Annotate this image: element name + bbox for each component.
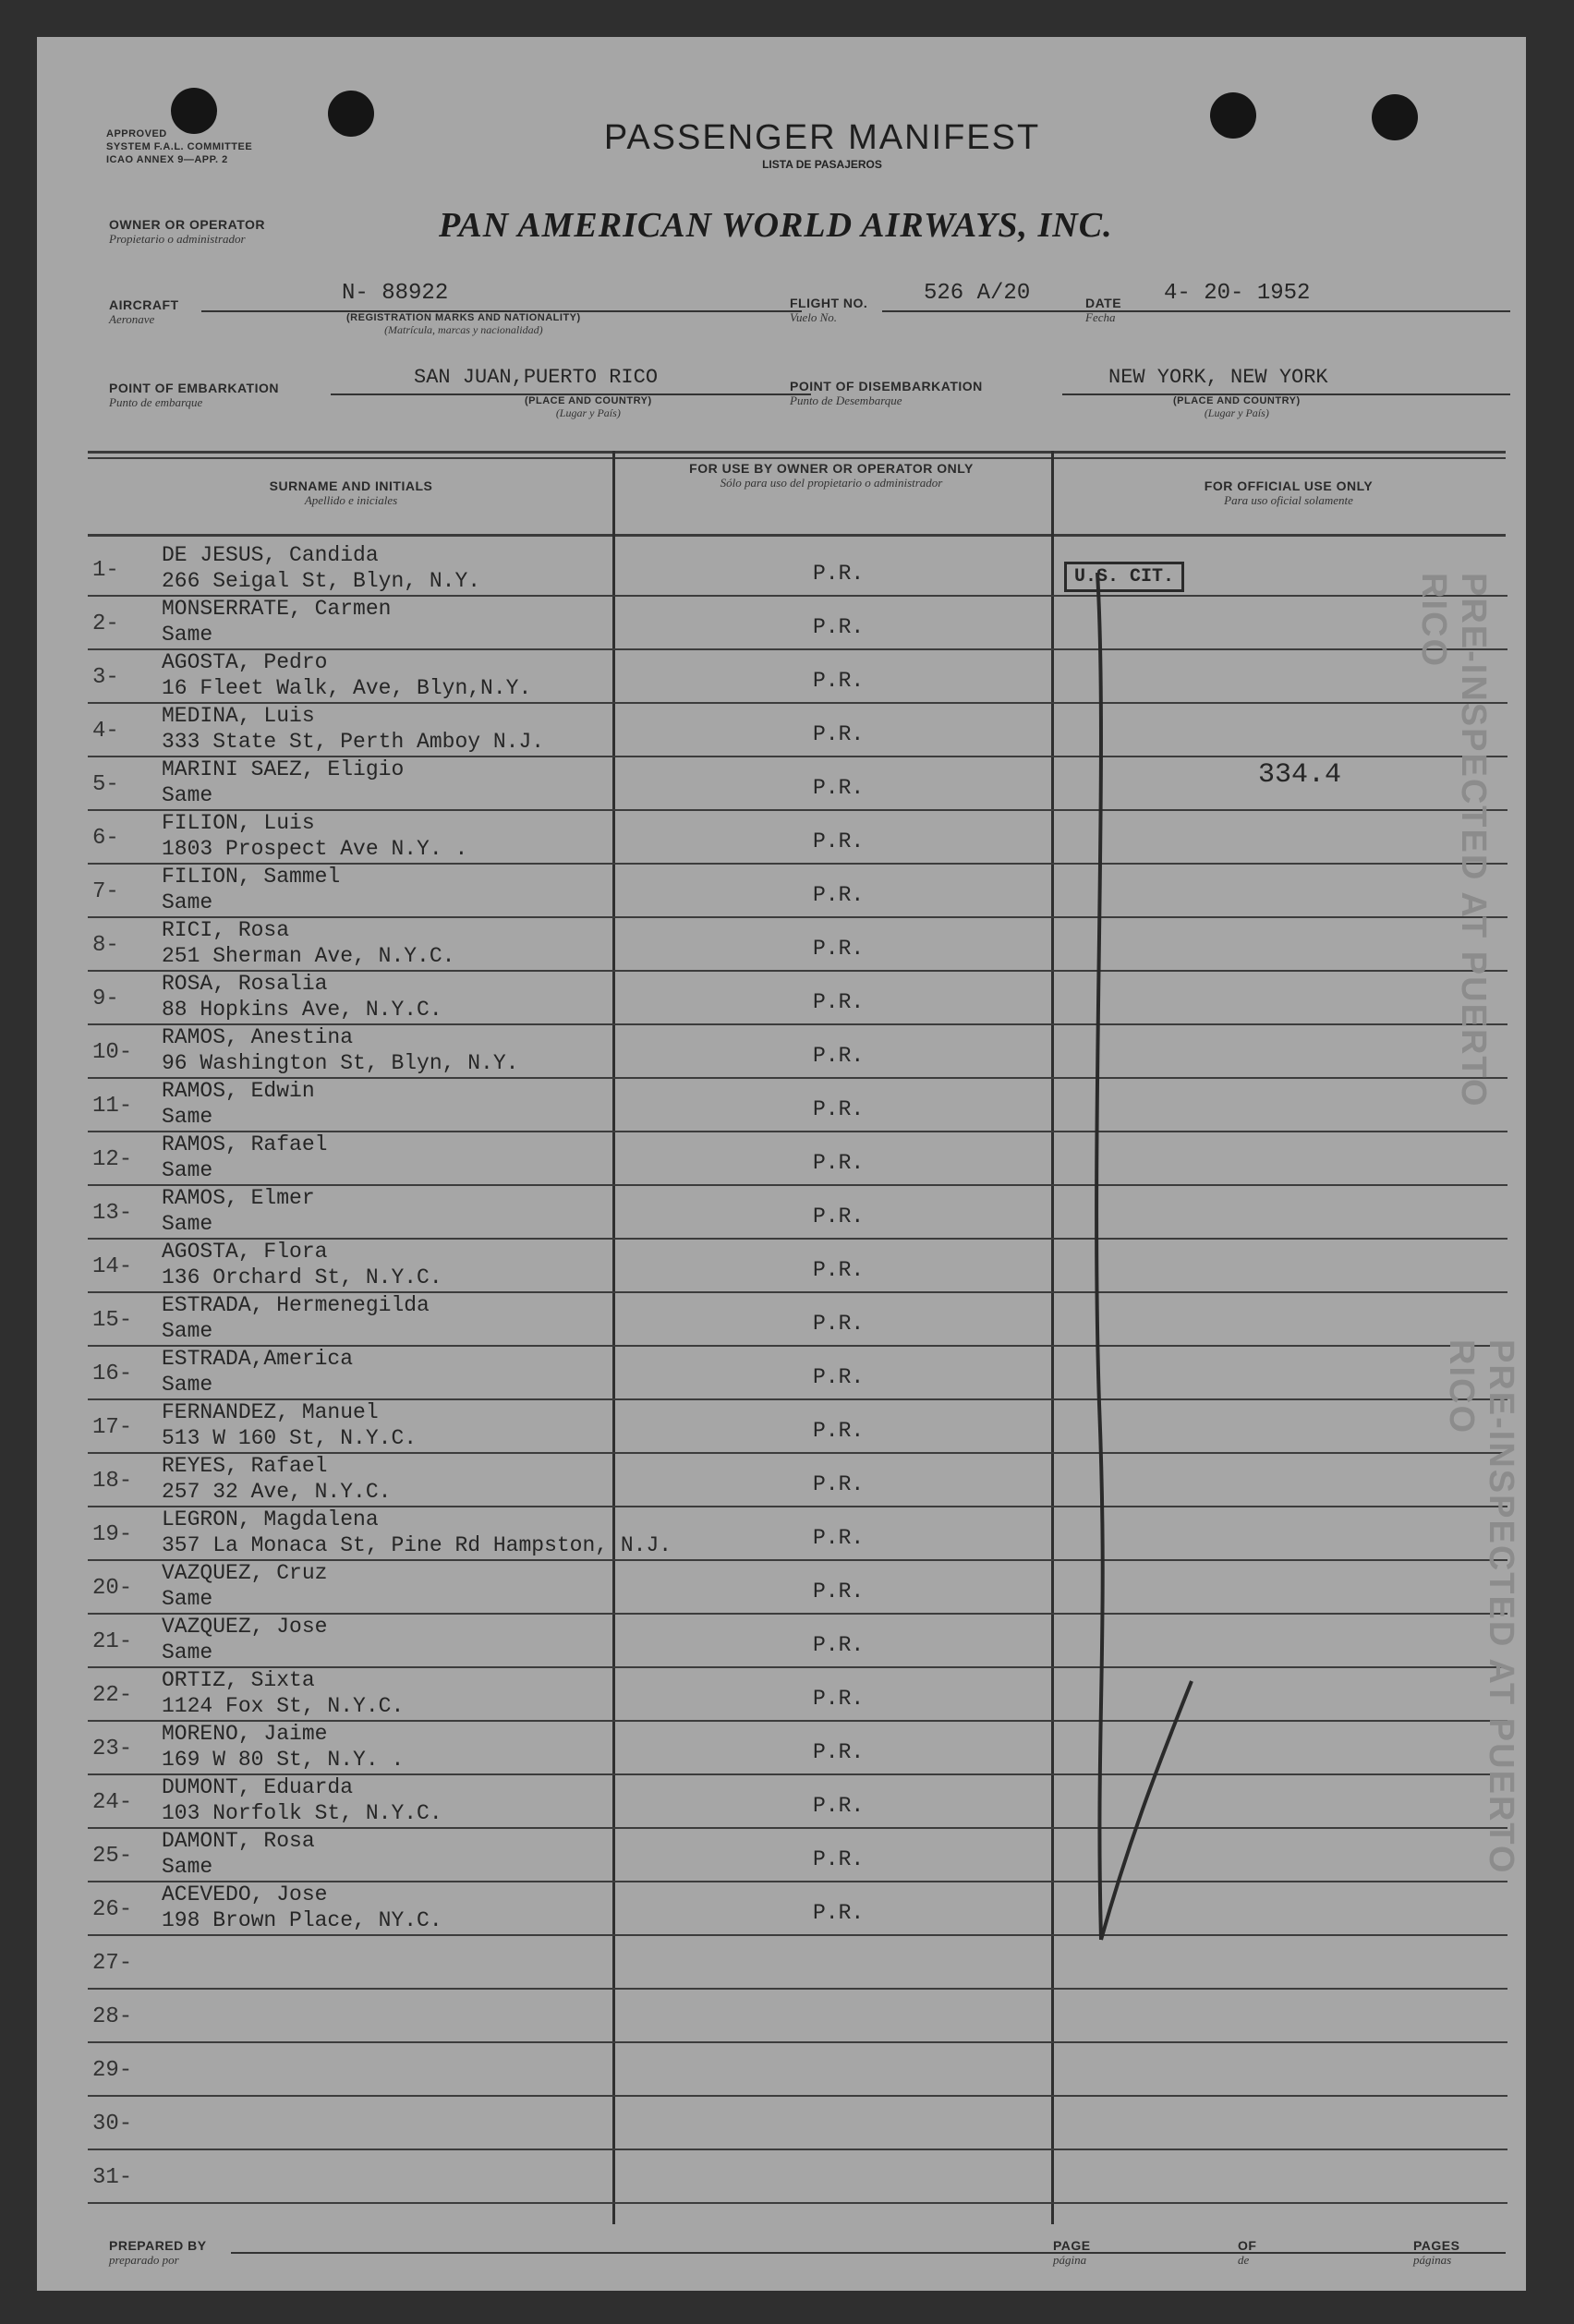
passenger-row: [37, 597, 1526, 650]
passenger-row: [37, 1132, 1526, 1186]
preinspected-stamp: PRE-INSPECTED AT PUERTO RICO: [1414, 573, 1493, 1108]
date-label-block: [1085, 296, 1121, 325]
page-subtitle: LISTA DE PASAJEROS: [762, 158, 882, 171]
row-number: 9-: [92, 986, 119, 1011]
passenger-name: ORTIZ, Sixta: [162, 1668, 315, 1692]
row-rule: [88, 2202, 1507, 2204]
passenger-address: 513 W 160 St, N.Y.C.: [162, 1426, 418, 1450]
footer-page: [1053, 2238, 1091, 2268]
empty-row: [37, 1990, 1526, 2043]
passenger-address: 251 Sherman Ave, N.Y.C.: [162, 944, 455, 968]
row-number: 29-: [92, 2058, 133, 2083]
passenger-address: 88 Hopkins Ave, N.Y.C.: [162, 998, 442, 1022]
passenger-row: [37, 1240, 1526, 1293]
passenger-row: [37, 704, 1526, 757]
passenger-name: DUMONT, Eduarda: [162, 1775, 354, 1799]
passenger-address: 198 Brown Place, NY.C.: [162, 1908, 442, 1932]
column-header-owner: [674, 462, 988, 490]
footer-prepared: [109, 2238, 207, 2268]
passenger-address: 96 Washington St, Blyn, N.Y.: [162, 1051, 519, 1075]
passenger-address: Same: [162, 1373, 213, 1397]
row-number: 17-: [92, 1415, 133, 1440]
owner-code: P.R.: [813, 1419, 865, 1443]
official-number: 334.4: [1258, 759, 1342, 791]
pages-label: PAGES: [1413, 2238, 1460, 2253]
empty-row: [37, 2150, 1526, 2204]
passenger-name: FILION, Sammel: [162, 865, 341, 889]
passenger-address: 1124 Fox St, N.Y.C.: [162, 1694, 405, 1718]
punch-hole: [328, 91, 374, 137]
passenger-name: AGOSTA, Pedro: [162, 650, 328, 674]
row-number: 10-: [92, 1040, 133, 1065]
passenger-name: ESTRADA, Hermenegilda: [162, 1293, 430, 1317]
passenger-row: [37, 865, 1526, 918]
aircraft-sub-block: [346, 312, 581, 337]
passenger-row: [37, 1400, 1526, 1454]
owner-code: P.R.: [813, 722, 865, 746]
passenger-address: Same: [162, 1158, 213, 1182]
passenger-address: Same: [162, 1105, 213, 1129]
passenger-row: [37, 1507, 1526, 1561]
passenger-address: Same: [162, 1212, 213, 1236]
owner-code: P.R.: [813, 669, 865, 693]
passenger-address: Same: [162, 890, 213, 914]
owner-code: P.R.: [813, 1847, 865, 1871]
row-number: 1-: [92, 558, 119, 583]
page-title: PASSENGER MANIFEST: [603, 118, 1041, 157]
passenger-address: 266 Seigal St, Blyn, N.Y.: [162, 569, 481, 593]
empty-row: [37, 1936, 1526, 1990]
passenger-name: ESTRADA,America: [162, 1347, 354, 1371]
passenger-row: [37, 1615, 1526, 1668]
embarkation-value: SAN JUAN,PUERTO RICO: [414, 366, 659, 389]
footer-underline: [231, 2252, 1506, 2254]
passenger-address: Same: [162, 1855, 213, 1879]
row-number: 16-: [92, 1362, 133, 1386]
disembarkation-sub-block: [1173, 395, 1301, 420]
passenger-name: RAMOS, Edwin: [162, 1079, 315, 1103]
row-number: 18-: [92, 1469, 133, 1494]
manifest-document: [37, 37, 1526, 2291]
owner-code: P.R.: [813, 1687, 865, 1711]
empty-row: [37, 2043, 1526, 2097]
flight-underline: [882, 310, 1510, 312]
passenger-address: Same: [162, 1587, 213, 1611]
aircraft-sub-es: (Matrícula, marcas y nacionalidad): [384, 323, 543, 336]
preinspected-stamp: PRE-INSPECTED AT PUERTO RICO: [1442, 1339, 1520, 1875]
approval-line: APPROVED: [106, 128, 167, 139]
row-number: 19-: [92, 1522, 133, 1547]
owner-code: P.R.: [813, 1580, 865, 1604]
row-number: 27-: [92, 1951, 133, 1976]
disembarkation-label-block: [790, 379, 983, 408]
row-number: 2-: [92, 611, 119, 636]
passenger-name: ACEVEDO, Jose: [162, 1882, 328, 1906]
owner-code: P.R.: [813, 829, 865, 853]
owner-code: P.R.: [813, 776, 865, 800]
passenger-name: RAMOS, Rafael: [162, 1132, 328, 1156]
owner-code: P.R.: [813, 1472, 865, 1496]
embarkation-sub-block: [525, 395, 652, 420]
aircraft-label-es: Aeronave: [109, 312, 155, 326]
passenger-address: 333 State St, Perth Amboy N.J.: [162, 730, 545, 754]
row-number: 20-: [92, 1576, 133, 1601]
passenger-row: [37, 1186, 1526, 1240]
row-number: 24-: [92, 1790, 133, 1815]
of-label-es: de: [1238, 2253, 1250, 2267]
row-number: 13-: [92, 1201, 133, 1226]
owner-code: P.R.: [813, 1901, 865, 1925]
passenger-address: 357 La Monaca St, Pine Rd Hampston, N.J.: [162, 1533, 672, 1557]
table-top-rule: [88, 457, 1506, 459]
owner-code: P.R.: [813, 1794, 865, 1818]
date-label-es: Fecha: [1085, 310, 1116, 324]
passenger-name: VAZQUEZ, Jose: [162, 1615, 328, 1639]
disembarkation-label-es: Punto de Desembarque: [790, 393, 902, 407]
passenger-address: 103 Norfolk St, N.Y.C.: [162, 1801, 442, 1825]
of-label: OF: [1238, 2238, 1257, 2253]
row-number: 15-: [92, 1308, 133, 1333]
row-number: 22-: [92, 1683, 133, 1708]
owner-code: P.R.: [813, 883, 865, 907]
passenger-row: [37, 1722, 1526, 1775]
owner-label-es: Propietario o administrador: [109, 232, 246, 246]
owner-code: P.R.: [813, 1151, 865, 1175]
passenger-name: ROSA, Rosalia: [162, 972, 328, 996]
passenger-row: [37, 811, 1526, 865]
approval-block: [106, 127, 252, 166]
passenger-name: RAMOS, Elmer: [162, 1186, 315, 1210]
date-value: 4- 20- 1952: [1164, 281, 1311, 306]
column-header-label-es: Para uso oficial solamente: [1224, 493, 1353, 507]
passenger-address: 257 32 Ave, N.Y.C.: [162, 1480, 392, 1504]
passenger-row: [37, 1079, 1526, 1132]
column-header-label: FOR OFFICIAL USE ONLY: [1204, 478, 1374, 493]
punch-hole: [1210, 92, 1256, 139]
prepared-label: PREPARED BY: [109, 2238, 207, 2253]
passenger-row: [37, 1775, 1526, 1829]
title-block: [499, 118, 1145, 171]
passenger-name: RAMOS, Anestina: [162, 1025, 354, 1049]
passenger-name: MARINI SAEZ, Eligio: [162, 757, 405, 781]
passenger-address: Same: [162, 623, 213, 647]
us-citizen-stamp: U.S. CIT.: [1064, 562, 1184, 592]
passenger-address: 1803 Prospect Ave N.Y. .: [162, 837, 468, 861]
aircraft-label-block: [109, 297, 179, 327]
row-number: 4-: [92, 719, 119, 744]
column-header-label-es: Sólo para uso del propietario o administrador: [720, 476, 943, 490]
page-label: PAGE: [1053, 2238, 1091, 2253]
owner-code: P.R.: [813, 1526, 865, 1550]
punch-hole: [1372, 94, 1418, 140]
passenger-name: MORENO, Jaime: [162, 1722, 328, 1746]
passenger-row: [37, 1025, 1526, 1079]
date-label: DATE: [1085, 296, 1122, 310]
passenger-name: AGOSTA, Flora: [162, 1240, 328, 1264]
verification-mark: [1090, 573, 1256, 1977]
prepared-label-es: preparado por: [109, 2253, 179, 2267]
column-header-label: FOR USE BY OWNER OR OPERATOR ONLY: [689, 461, 974, 476]
row-number: 11-: [92, 1094, 133, 1119]
passenger-row: [37, 972, 1526, 1025]
owner-code: P.R.: [813, 615, 865, 639]
passenger-name: REYES, Rafael: [162, 1454, 328, 1478]
passenger-row: [37, 1454, 1526, 1507]
passenger-row: [37, 543, 1526, 597]
owner-code: P.R.: [813, 1312, 865, 1336]
embarkation-sub-es: (Lugar y País): [555, 406, 621, 419]
column-header-official: [1108, 478, 1469, 508]
table-header-rule: [88, 534, 1506, 537]
embarkation-label: POINT OF EMBARKATION: [109, 381, 279, 395]
passenger-name: MEDINA, Luis: [162, 704, 315, 728]
flight-label-es: Vuelo No.: [790, 310, 838, 324]
passenger-row: [37, 650, 1526, 704]
page-label-es: página: [1053, 2253, 1087, 2267]
owner-code: P.R.: [813, 1633, 865, 1657]
passenger-row: [37, 1829, 1526, 1882]
row-number: 30-: [92, 2112, 133, 2136]
passenger-row: [37, 918, 1526, 972]
passenger-row: [37, 1293, 1526, 1347]
passenger-name: FILION, Luis: [162, 811, 315, 835]
passenger-address: 169 W 80 St, N.Y. .: [162, 1748, 405, 1772]
disembarkation-value: NEW YORK, NEW YORK: [1108, 366, 1328, 389]
row-number: 3-: [92, 665, 119, 690]
passenger-name: MONSERRATE, Carmen: [162, 597, 392, 621]
row-number: 28-: [92, 2004, 133, 2029]
footer-of: [1238, 2238, 1256, 2268]
owner-code: P.R.: [813, 990, 865, 1014]
owner-code: P.R.: [813, 562, 865, 586]
owner-code: P.R.: [813, 1204, 865, 1229]
row-number: 14-: [92, 1254, 133, 1279]
flight-label: FLIGHT NO.: [790, 296, 868, 310]
passenger-row: [37, 1347, 1526, 1400]
embarkation-label-es: Punto de embarque: [109, 395, 203, 409]
flight-value: 526 A/20: [924, 281, 1031, 306]
passenger-name: DAMONT, Rosa: [162, 1829, 315, 1853]
row-number: 5-: [92, 772, 119, 797]
approval-line: SYSTEM F.A.L. COMMITTEE: [106, 141, 253, 152]
passenger-address: Same: [162, 1640, 213, 1664]
owner-code: P.R.: [813, 1097, 865, 1121]
owner-label-block: [109, 217, 265, 247]
passenger-name: FERNANDEZ, Manuel: [162, 1400, 379, 1424]
column-header-label-es: Apellido e iniciales: [304, 493, 398, 507]
owner-value: PAN AMERICAN WORLD AIRWAYS, INC.: [439, 206, 1113, 245]
row-number: 6-: [92, 826, 119, 851]
row-number: 23-: [92, 1737, 133, 1761]
passenger-name: LEGRON, Magdalena: [162, 1507, 379, 1531]
passenger-address: 16 Fleet Walk, Ave, Blyn,N.Y.: [162, 676, 532, 700]
owner-label: OWNER OR OPERATOR: [109, 217, 265, 232]
footer-pages: [1413, 2238, 1459, 2268]
owner-code: P.R.: [813, 1740, 865, 1764]
owner-code: P.R.: [813, 1044, 865, 1068]
table-top-rule: [88, 451, 1506, 454]
passenger-name: DE JESUS, Candida: [162, 543, 379, 567]
column-header-label: SURNAME AND INITIALS: [269, 478, 433, 493]
passenger-address: Same: [162, 1319, 213, 1343]
passenger-address: 136 Orchard St, N.Y.C.: [162, 1265, 442, 1289]
row-number: 8-: [92, 933, 119, 958]
empty-row: [37, 2097, 1526, 2150]
row-number: 7-: [92, 879, 119, 904]
row-number: 26-: [92, 1897, 133, 1922]
column-header-surname: [92, 478, 610, 508]
embarkation-label-block: [109, 381, 279, 410]
passenger-row: [37, 1882, 1526, 1936]
disembarkation-sub-es: (Lugar y País): [1204, 406, 1269, 419]
embarkation-sub: (PLACE AND COUNTRY): [525, 395, 652, 406]
disembarkation-label: POINT OF DISEMBARKATION: [790, 379, 983, 393]
owner-code: P.R.: [813, 937, 865, 961]
pages-label-es: páginas: [1413, 2253, 1452, 2267]
owner-code: P.R.: [813, 1258, 865, 1282]
row-number: 25-: [92, 1844, 133, 1869]
passenger-name: RICI, Rosa: [162, 918, 290, 942]
aircraft-sub: (REGISTRATION MARKS AND NATIONALITY): [346, 312, 581, 323]
passenger-row: [37, 1561, 1526, 1615]
approval-line: ICAO ANNEX 9—APP. 2: [106, 154, 228, 165]
row-number: 31-: [92, 2165, 133, 2190]
aircraft-label: AIRCRAFT: [109, 297, 179, 312]
row-number: 12-: [92, 1147, 133, 1172]
passenger-name: VAZQUEZ, Cruz: [162, 1561, 328, 1585]
aircraft-value: N- 88922: [342, 281, 449, 306]
owner-code: P.R.: [813, 1365, 865, 1389]
row-number: 21-: [92, 1629, 133, 1654]
passenger-address: Same: [162, 783, 213, 807]
passenger-row: [37, 1668, 1526, 1722]
flight-label-block: [790, 296, 867, 325]
disembarkation-sub: (PLACE AND COUNTRY): [1173, 395, 1301, 406]
